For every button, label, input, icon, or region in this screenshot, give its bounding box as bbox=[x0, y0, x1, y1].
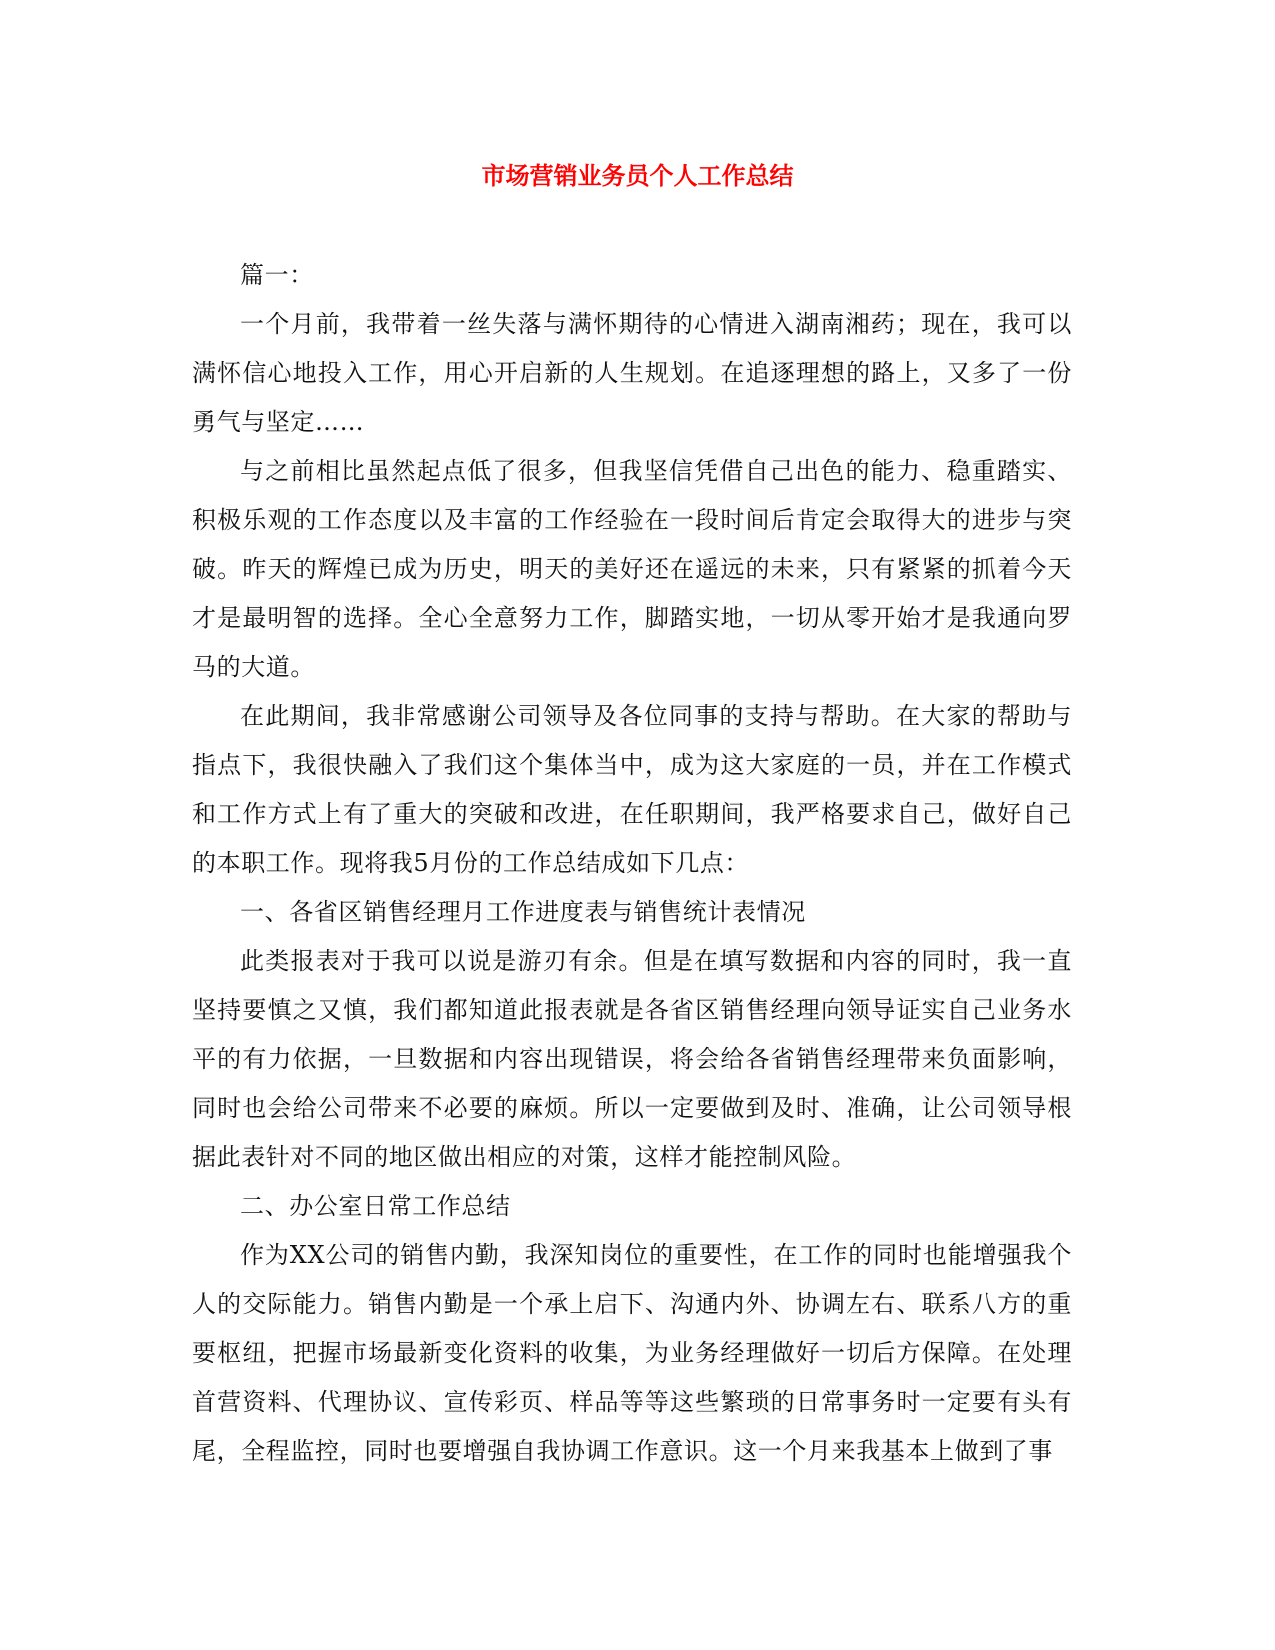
paragraph: 与之前相比虽然起点低了很多，但我坚信凭借自己出色的能力、稳重踏实、积极乐观的工作态度以及丰富的工作经验在一段时间后肯定会取得大的进步与突破。昨天的辉煌已成为历史，明天的美好还在遥远的未来，只有紧紧的抓着今天才是最明智的选择。全心全意努力工作，脚踏实地，一切从零开始才是我通向罗马的大道。 bbox=[192, 457, 1072, 681]
document-title: 市场营销业务员个人工作总结 bbox=[481, 161, 794, 190]
paragraph: 此类报表对于我可以说是游刃有余。但是在填写数据和内容的同时，我一直坚持要慎之又慎，我们都知道此报表就是各省区销售经理向领导证实自己业务水平的有力依据，一旦数据和内容出现错误，将会给各省销售经理带来负面影响，同时也会给公司带来不必要的麻烦。所以一定要做到及时、准确，让公司领导根据此表针对不同的地区做出相应的对策，这样才能控制风险。 bbox=[192, 947, 1072, 1171]
paragraph: 作为XX公司的销售内勤，我深知岗位的重要性，在工作的同时也能增强我个人的交际能力。销售内勤是一个承上启下、沟通内外、协调左右、联系八方的重要枢纽，把握市场最新变化资料的收集，为业务经理做好一切后方保障。在处理首营资料、代理协议、宣传彩页、样品等等这些繁琐的日常事务时一定要有头有尾，全程监控，同时也要增强自我协调工作意识。这一个月来我基本上做到了事 bbox=[192, 1241, 1072, 1465]
section-heading: 二、办公室日常工作总结 bbox=[240, 1192, 511, 1220]
paragraph: 一个月前，我带着一丝失落与满怀期待的心情进入湖南湘药；现在，我可以满怀信心地投入工作，用心开启新的人生规划。在追逐理想的路上，又多了一份勇气与坚定…… bbox=[192, 310, 1072, 436]
document-body bbox=[192, 251, 1072, 1476]
paragraph-section-label: 篇一： bbox=[240, 261, 314, 289]
paragraph: 在此期间，我非常感谢公司领导及各位同事的支持与帮助。在大家的帮助与指点下，我很快融入了我们这个集体当中，成为这大家庭的一员，并在工作模式和工作方式上有了重大的突破和改进，在任职期间，我严格要求自己，做好自己的本职工作。现将我5月份的工作总结成如下几点： bbox=[192, 702, 1072, 877]
section-heading: 一、各省区销售经理月工作进度表与销售统计表情况 bbox=[240, 898, 806, 926]
